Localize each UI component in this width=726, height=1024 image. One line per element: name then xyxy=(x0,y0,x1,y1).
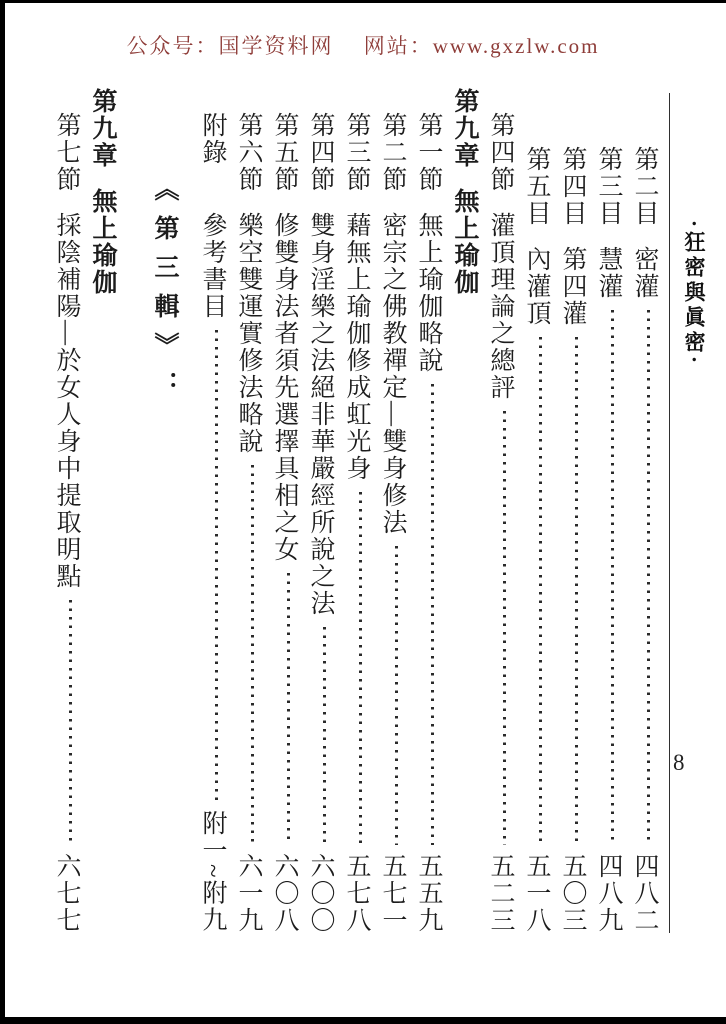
toc-entry xyxy=(199,88,230,934)
entry-number: 第七節 xyxy=(53,112,80,193)
toc-entry xyxy=(379,88,410,934)
dot-leader xyxy=(215,330,218,802)
entry-number: 第三目 xyxy=(595,146,622,227)
entry-title: 無上瑜伽 xyxy=(451,188,478,296)
scan-edge-top xyxy=(0,0,726,3)
entry-page-number: 六〇〇 xyxy=(307,853,334,934)
dot-leader xyxy=(611,310,614,845)
entry-title: 慧灌 xyxy=(595,246,622,300)
dot-leader xyxy=(395,546,398,845)
toc-entry xyxy=(523,88,554,934)
toc-entry xyxy=(631,88,662,934)
dot-leader xyxy=(287,573,290,845)
toc-chapter-heading xyxy=(451,88,482,934)
entry-number: 第二節 xyxy=(379,112,406,193)
toc-entry xyxy=(343,88,374,934)
header-watermark: 公众号：国学资料网 网站：www.gxzlw.com xyxy=(126,34,600,58)
series-heading xyxy=(151,88,182,934)
entry-number: 第五節 xyxy=(271,112,298,193)
entry-number: 第二目 xyxy=(631,146,658,227)
entry-page-number: 五五九 xyxy=(415,853,442,934)
entry-title: 採陰補陽—於女人身中提取明點 xyxy=(53,212,80,590)
toc-entry xyxy=(595,88,626,934)
entry-number: 第三節 xyxy=(343,112,370,193)
entry-title: 內灌頂 xyxy=(523,246,550,327)
dot-leader xyxy=(323,627,326,845)
dot-leader xyxy=(647,310,650,845)
entry-title: 灌頂理論之總評 xyxy=(487,212,514,401)
entry-page-number: 四八九 xyxy=(595,853,622,934)
entry-page-number: 附一~附九 xyxy=(199,810,226,934)
entry-page-number: 五七一 xyxy=(379,853,406,934)
toc-entry xyxy=(415,88,446,934)
entry-number: 第九章 xyxy=(451,88,478,169)
entry-title: 無上瑜伽 xyxy=(89,188,116,296)
entry-number: 第四節 xyxy=(307,112,334,193)
entry-title: 參考書目 xyxy=(199,212,226,320)
toc-entry xyxy=(53,88,84,934)
entry-page-number: 六〇八 xyxy=(271,853,298,934)
entry-number: 第四目 xyxy=(559,146,586,227)
page-number: 8 xyxy=(673,750,685,775)
entry-title: 無上瑜伽略說 xyxy=(415,212,442,374)
dot-leader xyxy=(539,337,542,845)
entry-number: 第九章 xyxy=(89,88,116,169)
dot-leader xyxy=(503,411,506,845)
series-heading-text: 《第三輯》： xyxy=(151,176,178,410)
entry-title: 雙身淫樂之法絕非華嚴經所說之法 xyxy=(307,212,334,617)
entry-number: 第四節 xyxy=(487,112,514,193)
entry-page-number: 五〇三 xyxy=(559,853,586,934)
toc-entry xyxy=(559,88,590,934)
dot-leader xyxy=(69,600,72,845)
toc-chapter-heading xyxy=(89,88,120,934)
entry-number: 附錄 xyxy=(199,112,226,166)
margin-rule xyxy=(669,93,670,933)
scan-edge-left xyxy=(0,0,5,1024)
toc-entry xyxy=(487,88,518,934)
toc-entry xyxy=(235,88,266,934)
entry-page-number: 五一八 xyxy=(523,853,550,934)
entry-number: 第一節 xyxy=(415,112,442,193)
entry-title: 樂空雙運實修法略說 xyxy=(235,212,262,455)
entry-title: 藉無上瑜伽修成虹光身 xyxy=(343,212,370,482)
entry-title: 修雙身法者須先選擇具相之女 xyxy=(271,212,298,563)
entry-title: 密宗之佛教禪定—雙身修法 xyxy=(379,212,406,536)
dot-leader xyxy=(431,384,434,845)
entry-number: 第五目 xyxy=(523,146,550,227)
entry-page-number: 五二三 xyxy=(487,853,514,934)
entry-page-number: 六一九 xyxy=(235,853,262,934)
book-title-margin: ·狂密與眞密· xyxy=(682,220,706,368)
entry-title: 密灌 xyxy=(631,246,658,300)
dot-leader xyxy=(575,337,578,845)
dot-leader xyxy=(251,465,254,845)
table-of-contents xyxy=(53,88,662,934)
dot-leader xyxy=(359,492,362,845)
entry-page-number: 五七八 xyxy=(343,853,370,934)
entry-page-number: 六七七 xyxy=(53,853,80,934)
entry-title: 第四灌 xyxy=(559,246,586,327)
scan-edge-bottom xyxy=(0,1017,726,1024)
entry-number: 第六節 xyxy=(235,112,262,193)
toc-entry xyxy=(271,88,302,934)
toc-entry xyxy=(307,88,338,934)
entry-page-number: 四八二 xyxy=(631,853,658,934)
